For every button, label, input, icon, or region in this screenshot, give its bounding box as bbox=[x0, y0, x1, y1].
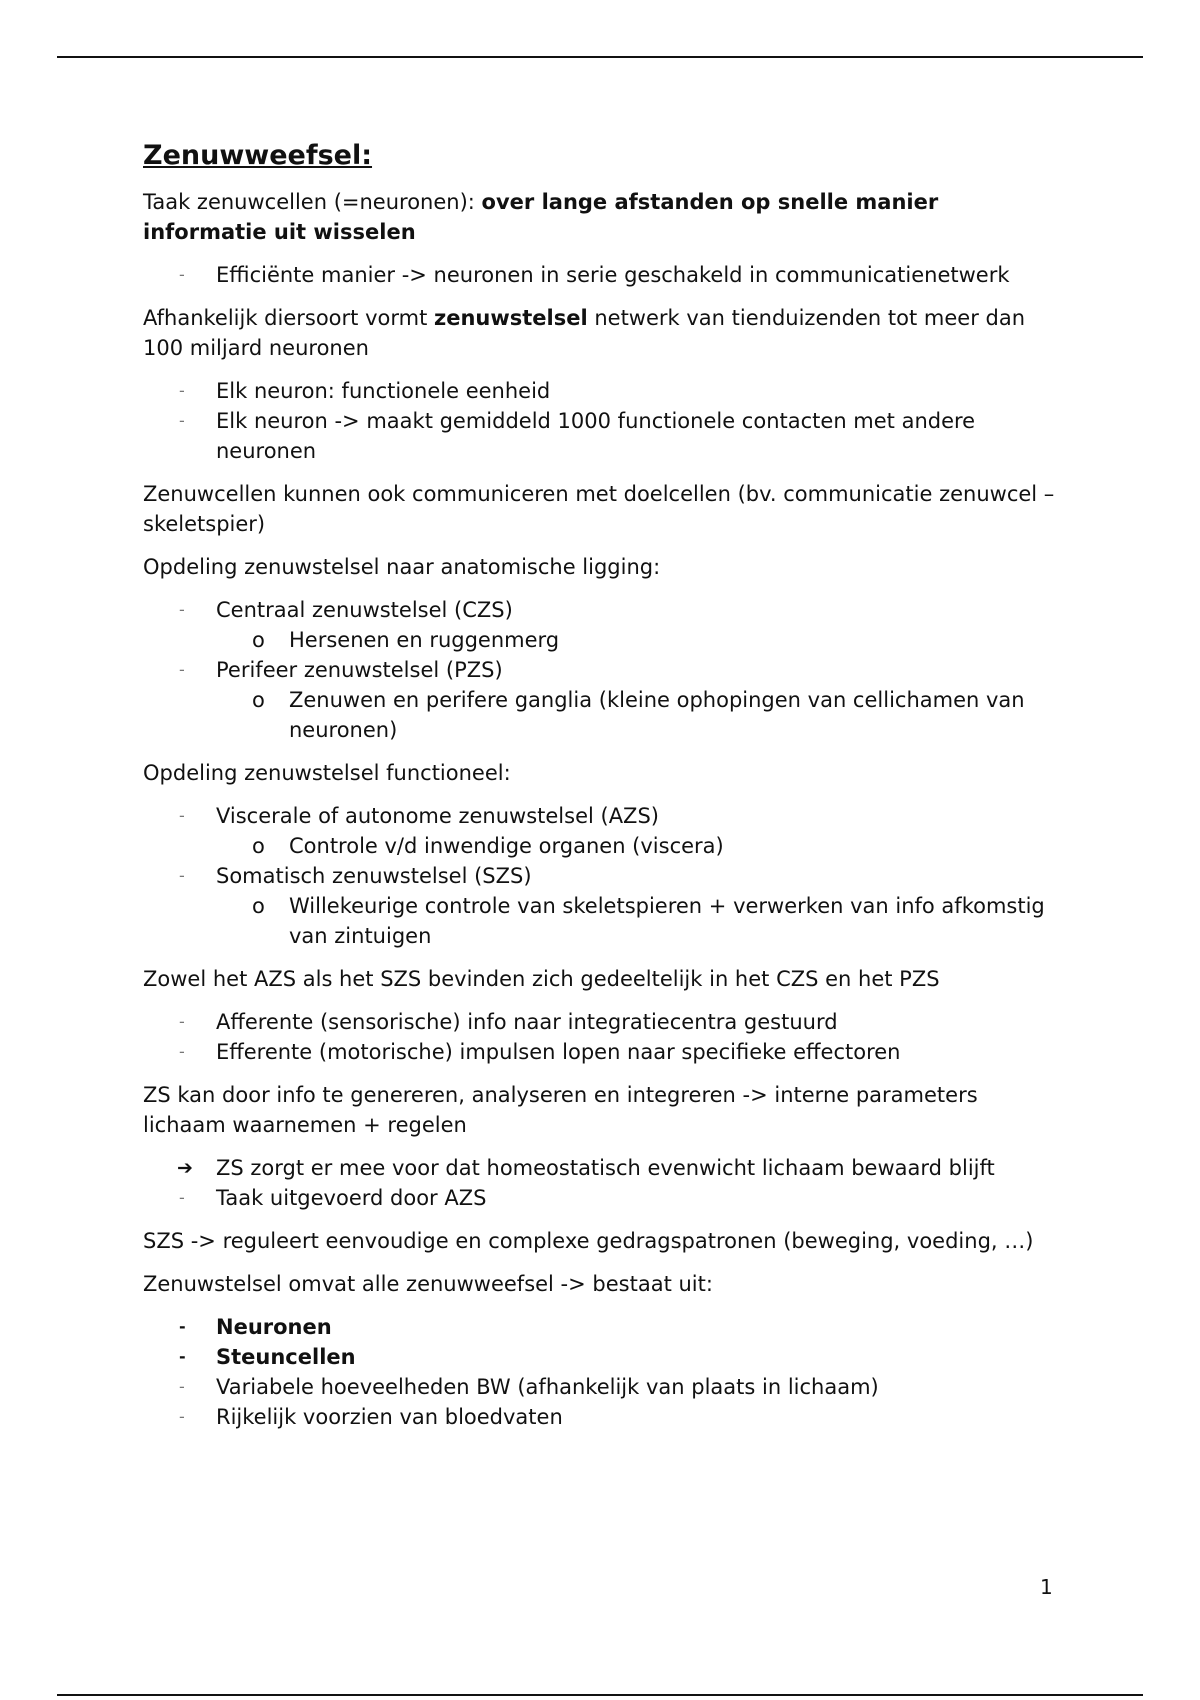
dash-marker: - bbox=[179, 1042, 185, 1061]
list-2 bbox=[143, 376, 1063, 466]
list-6 bbox=[143, 1153, 1063, 1213]
dash-marker: - bbox=[179, 806, 185, 825]
page-number: 1 bbox=[1040, 1575, 1053, 1599]
circle-marker: o bbox=[252, 834, 265, 858]
list-item: - Taak uitgevoerd door AZS bbox=[143, 1183, 1063, 1213]
list-item: - Efficiënte manier -> neuronen in serie geschakeld in communicatienetwerk bbox=[143, 260, 1063, 290]
list-item: ➔ ZS zorgt er mee voor dat homeostatisch evenwicht lichaam bewaard blijft bbox=[143, 1153, 1063, 1183]
list-7 bbox=[143, 1312, 1063, 1432]
sub-list-item: o Controle v/d inwendige organen (viscera) bbox=[143, 831, 1063, 861]
paragraph-2: Afhankelijk diersoort vormt zenuwstelsel netwerk van tienduizenden tot meer dan 100 miljard neuronen bbox=[143, 306, 1026, 360]
list-4 bbox=[143, 801, 1063, 951]
dash-marker: - bbox=[179, 1377, 185, 1396]
paragraph-5: Opdeling zenuwstelsel functioneel: bbox=[143, 761, 511, 785]
paragraph-7: ZS kan door info te genereren, analyseren en integreren -> interne parameters lichaam waarnemen + regelen bbox=[143, 1083, 978, 1137]
circle-marker: o bbox=[252, 894, 265, 918]
circle-marker: o bbox=[252, 628, 265, 652]
footer-rule bbox=[57, 1694, 1143, 1696]
paragraph-1: Taak zenuwcellen (=neuronen): over lange afstanden op snelle manier informatie uit wisselen bbox=[143, 190, 939, 244]
list-item: - Viscerale of autonome zenuwstelsel (AZS) o Controle v/d inwendige organen (viscera) bbox=[143, 801, 1063, 861]
sub-list bbox=[143, 685, 1063, 745]
emphasis: over lange afstanden op snelle manier informatie uit wisselen bbox=[143, 190, 939, 244]
emphasis: zenuwstelsel bbox=[433, 306, 588, 330]
list-item: - Somatisch zenuwstelsel (SZS) o Willekeurige controle van skeletspieren + verwerken van info afkomstig van zintuigen bbox=[143, 861, 1063, 951]
sub-list bbox=[143, 831, 1063, 861]
dash-marker: - bbox=[179, 1012, 185, 1031]
paragraph-9: Zenuwstelsel omvat alle zenuwweefsel -> bestaat uit: bbox=[143, 1272, 713, 1296]
list-item: - Elk neuron -> maakt gemiddeld 1000 functionele contacten met andere neuronen bbox=[143, 406, 1063, 466]
list-item: - Neuronen bbox=[143, 1312, 1063, 1342]
dash-marker: - bbox=[179, 1317, 186, 1336]
list-1 bbox=[143, 260, 1063, 290]
sub-list bbox=[143, 891, 1063, 951]
sub-list-item: o Hersenen en ruggenmerg bbox=[143, 625, 1063, 655]
dash-marker: - bbox=[179, 381, 185, 400]
sub-list bbox=[143, 625, 1063, 655]
dash-marker: - bbox=[179, 411, 185, 430]
list-item: - Afferente (sensorische) info naar integratiecentra gestuurd bbox=[143, 1007, 1063, 1037]
page-title: Zenuwweefsel: bbox=[143, 140, 373, 171]
dash-marker: - bbox=[179, 600, 185, 619]
dash-marker: - bbox=[179, 1188, 185, 1207]
paragraph-6: Zowel het AZS als het SZS bevinden zich gedeeltelijk in het CZS en het PZS bbox=[143, 967, 940, 991]
list-item: - Efferente (motorische) impulsen lopen naar specifieke effectoren bbox=[143, 1037, 1063, 1067]
list-3 bbox=[143, 595, 1063, 745]
header-rule bbox=[57, 56, 1143, 58]
list-item: - Variabele hoeveelheden BW (afhankelijk van plaats in lichaam) bbox=[143, 1372, 1063, 1402]
sub-list-item: o Willekeurige controle van skeletspieren + verwerken van info afkomstig van zintuigen bbox=[143, 891, 1063, 951]
document-body bbox=[143, 139, 1063, 1445]
dash-marker: - bbox=[179, 866, 185, 885]
dash-marker: - bbox=[179, 265, 185, 284]
list-item: - Centraal zenuwstelsel (CZS) o Hersenen en ruggenmerg bbox=[143, 595, 1063, 655]
list-item: - Rijkelijk voorzien van bloedvaten bbox=[143, 1402, 1063, 1432]
dash-marker: - bbox=[179, 660, 185, 679]
list-item: - Steuncellen bbox=[143, 1342, 1063, 1372]
list-item: - Elk neuron: functionele eenheid bbox=[143, 376, 1063, 406]
arrow-icon: ➔ bbox=[177, 1157, 193, 1179]
dash-marker: - bbox=[179, 1407, 185, 1426]
circle-marker: o bbox=[252, 688, 265, 712]
paragraph-4: Opdeling zenuwstelsel naar anatomische ligging: bbox=[143, 555, 661, 579]
list-item: - Perifeer zenuwstelsel (PZS) o Zenuwen en perifere ganglia (kleine ophopingen van cellichamen van neuronen) bbox=[143, 655, 1063, 745]
list-5 bbox=[143, 1007, 1063, 1067]
paragraph-3: Zenuwcellen kunnen ook communiceren met doelcellen (bv. communicatie zenuwcel – skeletspier) bbox=[143, 482, 1055, 536]
dash-marker: - bbox=[179, 1347, 186, 1366]
sub-list-item: o Zenuwen en perifere ganglia (kleine ophopingen van cellichamen van neuronen) bbox=[143, 685, 1063, 745]
paragraph-8: SZS -> reguleert eenvoudige en complexe gedragspatronen (beweging, voeding, …) bbox=[143, 1229, 1034, 1253]
